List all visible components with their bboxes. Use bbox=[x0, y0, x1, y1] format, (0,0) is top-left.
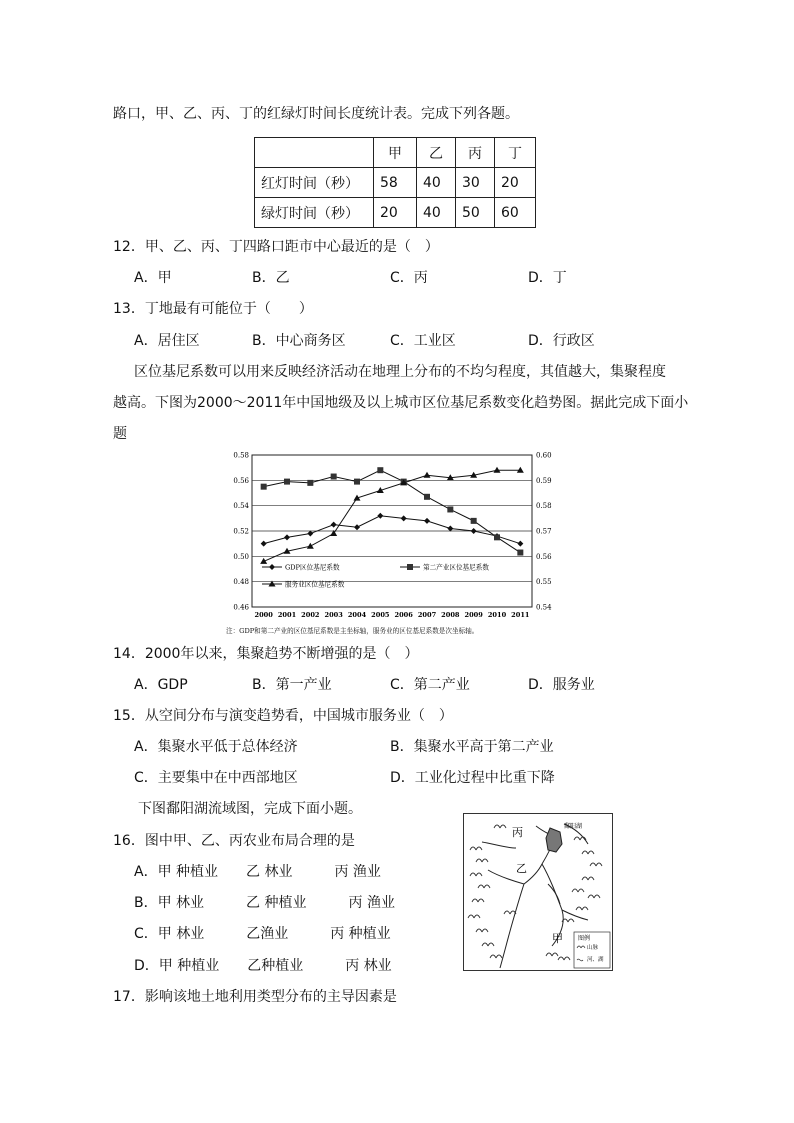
map-label-bing: 丙 bbox=[512, 826, 523, 839]
x-tick-label: 2001 bbox=[277, 611, 297, 619]
diamond-point bbox=[354, 524, 360, 530]
right-tick-label: 0.54 bbox=[536, 603, 552, 612]
question-16: 16．图中甲、乙、丙农业布局合理的是 bbox=[113, 833, 355, 849]
table-cell: 30 bbox=[456, 168, 495, 198]
table-cell: 绿灯时间（秒） bbox=[255, 198, 374, 228]
left-tick-label: 0.50 bbox=[233, 552, 249, 561]
table-cell: 丙 bbox=[456, 138, 495, 168]
mountain-symbol bbox=[590, 863, 602, 866]
table-cell: 甲 bbox=[374, 138, 417, 168]
table-cell: 50 bbox=[456, 198, 495, 228]
mountain-symbol bbox=[482, 943, 494, 946]
diamond-point bbox=[401, 515, 407, 521]
option-14b[interactable]: B．第一产业 bbox=[252, 677, 332, 693]
diamond-point bbox=[331, 522, 337, 528]
option-13c[interactable]: C．工业区 bbox=[390, 333, 456, 349]
mountain-symbol bbox=[472, 899, 484, 902]
mountain-symbol bbox=[582, 877, 594, 880]
square-point bbox=[447, 506, 453, 512]
option-16a[interactable]: A．甲 种植业 乙 林业 丙 渔业 bbox=[134, 864, 381, 880]
option-14c[interactable]: C．第二产业 bbox=[390, 677, 470, 693]
table-cell bbox=[255, 138, 374, 168]
right-tick-label: 0.56 bbox=[536, 552, 552, 561]
triangle-point bbox=[424, 472, 431, 478]
x-tick-label: 2004 bbox=[347, 611, 367, 619]
option-16b[interactable]: B．甲 林业 乙 种植业 丙 渔业 bbox=[134, 895, 395, 911]
mountain-symbol bbox=[576, 907, 588, 910]
right-tick-label: 0.57 bbox=[536, 527, 552, 536]
left-tick-label: 0.56 bbox=[233, 476, 249, 485]
table-row bbox=[255, 168, 536, 198]
square-point bbox=[307, 480, 313, 486]
x-tick-label: 2002 bbox=[301, 611, 320, 619]
poyang-basin-map bbox=[463, 813, 613, 971]
diamond-point bbox=[517, 541, 523, 547]
square-point bbox=[471, 518, 477, 524]
option-15d[interactable]: D．工业化过程中比重下降 bbox=[390, 770, 555, 786]
diamond-point bbox=[284, 534, 290, 540]
mountain-symbol bbox=[478, 885, 490, 888]
square-point bbox=[424, 494, 430, 500]
table-cell: 40 bbox=[417, 168, 456, 198]
option-12c[interactable]: C．丙 bbox=[390, 270, 428, 286]
question-17: 17．影响该地土地利用类型分布的主导因素是 bbox=[113, 989, 397, 1005]
option-12b[interactable]: B．乙 bbox=[252, 270, 290, 286]
chart-note: 注：GDP和第二产业的区位基尼系数是主坐标轴，服务业的区位基尼系数是次坐标轴。 bbox=[226, 627, 479, 635]
map-label-lake: 鄱阳湖 bbox=[564, 823, 583, 830]
table-cell: 60 bbox=[495, 198, 536, 228]
traffic-light-table bbox=[254, 137, 536, 228]
diamond-point bbox=[471, 528, 477, 534]
option-12a[interactable]: A．甲 bbox=[134, 270, 172, 286]
question-13: 13．丁地最有可能位于（ ） bbox=[113, 301, 313, 317]
diamond-point bbox=[377, 513, 383, 519]
x-tick-label: 2009 bbox=[464, 611, 483, 619]
square-point bbox=[331, 474, 337, 480]
table-row bbox=[255, 198, 536, 228]
mountain-symbol bbox=[504, 911, 516, 914]
square-point bbox=[261, 484, 267, 490]
gini-line-chart bbox=[222, 447, 582, 639]
right-tick-label: 0.59 bbox=[536, 476, 552, 485]
legend-label: 服务业区位基尼系数 bbox=[285, 580, 345, 589]
map-label-yi: 乙 bbox=[516, 862, 527, 875]
option-16d[interactable]: D．甲 种植业 乙种植业 丙 林业 bbox=[134, 958, 392, 974]
passage-line-3: 题 bbox=[113, 426, 127, 442]
diamond-point bbox=[307, 531, 313, 537]
series-line bbox=[264, 470, 521, 552]
mountain-symbol bbox=[468, 915, 480, 918]
option-13d[interactable]: D．行政区 bbox=[528, 333, 595, 349]
table-cell: 乙 bbox=[417, 138, 456, 168]
intro-line: 路口，甲、乙、丙、丁的红绿灯时间长度统计表。完成下列各题。 bbox=[113, 106, 519, 122]
map-drawing bbox=[464, 814, 612, 970]
left-tick-label: 0.46 bbox=[233, 603, 249, 612]
table-row bbox=[255, 138, 536, 168]
option-15a[interactable]: A．集聚水平低于总体经济 bbox=[134, 739, 298, 755]
right-tick-label: 0.55 bbox=[536, 578, 552, 587]
x-tick-label: 2000 bbox=[254, 611, 273, 619]
diamond-point bbox=[447, 525, 453, 531]
square-point bbox=[354, 479, 360, 485]
mountain-symbol bbox=[582, 851, 594, 854]
mountain-symbol bbox=[470, 847, 482, 850]
right-tick-label: 0.58 bbox=[536, 502, 552, 511]
mountain-symbol bbox=[558, 957, 570, 960]
table-cell: 58 bbox=[374, 168, 417, 198]
diamond-point bbox=[424, 518, 430, 524]
x-tick-label: 2007 bbox=[417, 611, 437, 619]
table-cell: 40 bbox=[417, 198, 456, 228]
mountain-symbol bbox=[494, 825, 506, 828]
mountain-symbol bbox=[490, 955, 502, 958]
question-15: 15．从空间分布与演变趋势看，中国城市服务业（ ） bbox=[113, 708, 453, 724]
series-line bbox=[264, 516, 521, 544]
legend-label: GDP区位基尼系数 bbox=[285, 563, 340, 572]
left-tick-label: 0.58 bbox=[233, 451, 249, 460]
mountain-symbol bbox=[476, 859, 488, 862]
left-tick-label: 0.54 bbox=[233, 502, 249, 511]
left-tick-label: 0.52 bbox=[233, 527, 249, 536]
x-tick-label: 2005 bbox=[371, 611, 390, 619]
diamond-point bbox=[269, 564, 275, 570]
right-tick-label: 0.60 bbox=[536, 451, 552, 460]
option-13a[interactable]: A．居住区 bbox=[134, 333, 200, 349]
series-line bbox=[264, 470, 521, 561]
x-tick-label: 2006 bbox=[394, 611, 413, 619]
triangle-point bbox=[260, 558, 267, 564]
map-legend-item-river: 河、湖 bbox=[587, 957, 604, 963]
mountain-symbol bbox=[572, 889, 584, 892]
mountain-symbol bbox=[562, 919, 574, 922]
x-tick-label: 2003 bbox=[324, 611, 343, 619]
square-point bbox=[517, 550, 523, 556]
passage-2: 下图鄱阳湖流域图，完成下面小题。 bbox=[138, 801, 362, 817]
river-path bbox=[562, 910, 588, 920]
option-13b[interactable]: B．中心商务区 bbox=[252, 333, 346, 349]
option-14a[interactable]: A．GDP bbox=[134, 677, 188, 693]
passage-line-1: 区位基尼系数可以用来反映经济活动在地理上分布的不均匀程度，其值越大，集聚程度 bbox=[134, 364, 666, 380]
square-point bbox=[284, 479, 290, 485]
map-legend-title: 图例 bbox=[578, 935, 591, 942]
table-cell: 红灯时间（秒） bbox=[255, 168, 374, 198]
legend-label: 第二产业区位基尼系数 bbox=[423, 563, 489, 572]
map-label-jia: 甲 bbox=[552, 932, 563, 945]
table-cell: 丁 bbox=[495, 138, 536, 168]
x-tick-label: 2011 bbox=[511, 611, 530, 619]
mountain-symbol bbox=[588, 895, 600, 898]
option-15c[interactable]: C．主要集中在中西部地区 bbox=[134, 770, 298, 786]
mountain-symbol bbox=[546, 953, 558, 956]
diamond-point bbox=[261, 541, 267, 547]
x-tick-label: 2010 bbox=[487, 611, 507, 619]
table-cell: 20 bbox=[374, 198, 417, 228]
river-path bbox=[482, 842, 516, 848]
x-tick-label: 2008 bbox=[441, 611, 460, 619]
triangle-point bbox=[307, 543, 314, 549]
option-12d[interactable]: D．丁 bbox=[528, 270, 567, 286]
square-point bbox=[407, 564, 413, 570]
lake-shape bbox=[546, 828, 562, 852]
option-16c[interactable]: C．甲 林业 乙渔业 丙 种植业 bbox=[134, 926, 391, 942]
map-legend-item-mountain: 山脉 bbox=[587, 945, 599, 951]
mountain-symbol bbox=[470, 873, 482, 876]
table-cell: 20 bbox=[495, 168, 536, 198]
question-12: 12．甲、乙、丙、丁四路口距市中心最近的是（ ） bbox=[113, 239, 439, 255]
mountain-symbol bbox=[476, 929, 488, 932]
question-14: 14．2000年以来，集聚趋势不断增强的是（ ） bbox=[113, 646, 419, 662]
passage-line-2: 越高。下图为2000～2011年中国地级及以上城市区位基尼系数变化趋势图。据此完成下面小 bbox=[113, 395, 689, 411]
option-15b[interactable]: B．集聚水平高于第二产业 bbox=[390, 739, 554, 755]
left-tick-label: 0.48 bbox=[233, 578, 249, 587]
river-path bbox=[500, 884, 524, 968]
square-point bbox=[377, 467, 383, 473]
option-14d[interactable]: D．服务业 bbox=[528, 677, 595, 693]
square-point bbox=[494, 534, 500, 540]
